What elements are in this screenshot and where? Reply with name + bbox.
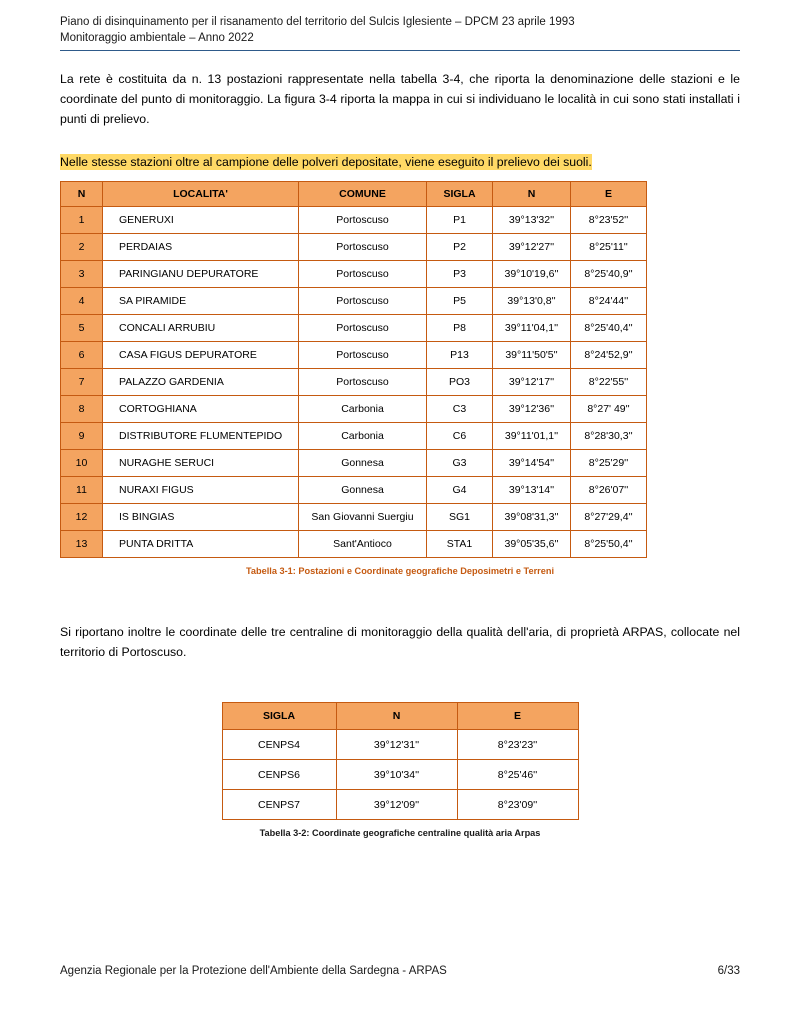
table-row — [61, 261, 647, 288]
cell-localita: PUNTA DRITTA — [103, 531, 299, 558]
cell-lon: 8°27' 49'' — [571, 396, 647, 423]
table-row — [61, 531, 647, 558]
cell-n: 1 — [61, 207, 103, 234]
cell-comune: Carbonia — [299, 396, 427, 423]
cell-sigla: P13 — [427, 342, 493, 369]
cell-sigla: P2 — [427, 234, 493, 261]
header-line-2: Monitoraggio ambientale – Anno 2022 — [60, 32, 254, 44]
air-quality-table-container — [60, 702, 740, 838]
table-row — [61, 477, 647, 504]
cell-n: 8 — [61, 396, 103, 423]
cell-sigla: CENPS7 — [222, 790, 336, 820]
cell-lon: 8°22'55'' — [571, 369, 647, 396]
cell-lon: 8°28'30,3'' — [571, 423, 647, 450]
cell-sigla: STA1 — [427, 531, 493, 558]
footer-page-number: 6/33 — [717, 965, 740, 977]
table-row — [222, 760, 578, 790]
highlighted-note — [60, 153, 740, 171]
col-header-sigla: SIGLA — [222, 703, 336, 730]
cell-n: 7 — [61, 369, 103, 396]
cell-n: 4 — [61, 288, 103, 315]
cell-comune: Portoscuso — [299, 234, 427, 261]
cell-lon: 8°23'52'' — [571, 207, 647, 234]
cell-localita: DISTRIBUTORE FLUMENTEPIDO — [103, 423, 299, 450]
table-row — [61, 369, 647, 396]
table-row — [61, 450, 647, 477]
cell-localita: NURAGHE SERUCI — [103, 450, 299, 477]
air-quality-table — [222, 702, 579, 820]
cell-n: 6 — [61, 342, 103, 369]
table-row — [222, 730, 578, 760]
cell-lat: 39°13'0,8'' — [493, 288, 571, 315]
cell-lon: 8°25'46'' — [457, 760, 578, 790]
header-divider — [60, 50, 740, 51]
cell-n: 5 — [61, 315, 103, 342]
page-header — [60, 0, 740, 46]
cell-lon: 8°25'11'' — [571, 234, 647, 261]
col-header-lon: E — [571, 182, 647, 207]
col-header-localita: LOCALITA' — [103, 182, 299, 207]
cell-n: 12 — [61, 504, 103, 531]
intro-paragraph: La rete è costituita da n. 13 postazioni rappresentate nella tabella 3-4, che riporta la denominazione delle stazioni e le coordinate del punto di monitoraggio. La figura 3-4 riporta la mappa in cui si individuano le località in cui sono stati installati i punti di prelievo. — [60, 72, 740, 126]
cell-sigla: SG1 — [427, 504, 493, 531]
cell-localita: CORTOGHIANA — [103, 396, 299, 423]
cell-lat: 39°11'01,1'' — [493, 423, 571, 450]
stations-table-header-row — [61, 182, 647, 207]
cell-sigla: CENPS6 — [222, 760, 336, 790]
cell-sigla: PO3 — [427, 369, 493, 396]
cell-comune: Portoscuso — [299, 207, 427, 234]
cell-sigla: P1 — [427, 207, 493, 234]
col-header-sigla: SIGLA — [427, 182, 493, 207]
stations-table — [60, 181, 647, 558]
cell-lat: 39°11'04,1'' — [493, 315, 571, 342]
air-quality-header-row — [222, 703, 578, 730]
cell-localita: CONCALI ARRUBIU — [103, 315, 299, 342]
cell-lon: 8°24'52,9'' — [571, 342, 647, 369]
stations-table-caption: Tabella 3-1: Postazioni e Coordinate geografiche Deposimetri e Terreni — [245, 566, 555, 576]
cell-localita: PARINGIANU DEPURATORE — [103, 261, 299, 288]
cell-comune: Portoscuso — [299, 315, 427, 342]
cell-comune: Portoscuso — [299, 288, 427, 315]
cell-comune: Sant'Antioco — [299, 531, 427, 558]
cell-lat: 39°12'09'' — [336, 790, 457, 820]
cell-lon: 8°27'29,4'' — [571, 504, 647, 531]
cell-lon: 8°25'40,9'' — [571, 261, 647, 288]
table-row — [61, 315, 647, 342]
cell-n: 3 — [61, 261, 103, 288]
cell-localita: IS BINGIAS — [103, 504, 299, 531]
air-quality-table-caption: Tabella 3-2: Coordinate geografiche centraline qualità aria Arpas — [259, 828, 541, 838]
col-header-n: N — [61, 182, 103, 207]
col-header-lat: N — [336, 703, 457, 730]
cell-localita: NURAXI FIGUS — [103, 477, 299, 504]
cell-lat: 39°12'31'' — [336, 730, 457, 760]
cell-localita: PALAZZO GARDENIA — [103, 369, 299, 396]
cell-n: 13 — [61, 531, 103, 558]
col-header-lat: N — [493, 182, 571, 207]
cell-sigla: CENPS4 — [222, 730, 336, 760]
cell-comune: Gonnesa — [299, 450, 427, 477]
cell-lat: 39°12'27'' — [493, 234, 571, 261]
cell-lon: 8°23'23'' — [457, 730, 578, 760]
table-row — [61, 504, 647, 531]
cell-sigla: C6 — [427, 423, 493, 450]
cell-lat: 39°05'35,6'' — [493, 531, 571, 558]
cell-comune: Portoscuso — [299, 342, 427, 369]
table-row — [222, 790, 578, 820]
cell-sigla: C3 — [427, 396, 493, 423]
footer-organization: Agenzia Regionale per la Protezione dell'Ambiente della Sardegna - ARPAS — [60, 965, 447, 977]
cell-lat: 39°11'50'5'' — [493, 342, 571, 369]
stations-table-container — [60, 181, 740, 576]
table-row — [61, 207, 647, 234]
cell-comune: Carbonia — [299, 423, 427, 450]
page-footer — [60, 965, 740, 977]
cell-n: 11 — [61, 477, 103, 504]
cell-comune: San Giovanni Suergiu — [299, 504, 427, 531]
cell-n: 2 — [61, 234, 103, 261]
cell-n: 10 — [61, 450, 103, 477]
cell-lon: 8°25'29'' — [571, 450, 647, 477]
cell-comune: Portoscuso — [299, 369, 427, 396]
col-header-lon: E — [457, 703, 578, 730]
cell-lat: 39°12'36'' — [493, 396, 571, 423]
cell-n: 9 — [61, 423, 103, 450]
header-line-1: Piano di disinquinamento per il risanamento del territorio del Sulcis Iglesiente – DPCM 23 aprile 1993 — [60, 16, 575, 28]
cell-sigla: P8 — [427, 315, 493, 342]
table-row — [61, 234, 647, 261]
cell-lat: 39°10'34'' — [336, 760, 457, 790]
cell-localita: GENERUXI — [103, 207, 299, 234]
cell-lat: 39°13'32'' — [493, 207, 571, 234]
table-row — [61, 342, 647, 369]
cell-localita: CASA FIGUS DEPURATORE — [103, 342, 299, 369]
cell-comune: Gonnesa — [299, 477, 427, 504]
cell-sigla: P3 — [427, 261, 493, 288]
cell-lon: 8°23'09'' — [457, 790, 578, 820]
table-row — [61, 288, 647, 315]
cell-lon: 8°25'50,4'' — [571, 531, 647, 558]
cell-lon: 8°24'44'' — [571, 288, 647, 315]
second-paragraph: Si riportano inoltre le coordinate delle tre centraline di monitoraggio della qualità dell'aria, di proprietà ARPAS, collocate nel territorio di Portoscuso. — [60, 625, 740, 659]
cell-lat: 39°13'14'' — [493, 477, 571, 504]
cell-localita: SA PIRAMIDE — [103, 288, 299, 315]
cell-sigla: G4 — [427, 477, 493, 504]
cell-lon: 8°25'40,4'' — [571, 315, 647, 342]
cell-lat: 39°08'31,3'' — [493, 504, 571, 531]
cell-lat: 39°12'17'' — [493, 369, 571, 396]
cell-comune: Portoscuso — [299, 261, 427, 288]
highlighted-note-text: Nelle stesse stazioni oltre al campione delle polveri depositate, viene eseguito il prelievo dei suoli. — [60, 155, 592, 169]
cell-lat: 39°14'54'' — [493, 450, 571, 477]
cell-sigla: P5 — [427, 288, 493, 315]
cell-localita: PERDAIAS — [103, 234, 299, 261]
table-row — [61, 396, 647, 423]
cell-lat: 39°10'19,6'' — [493, 261, 571, 288]
cell-sigla: G3 — [427, 450, 493, 477]
cell-lon: 8°26'07'' — [571, 477, 647, 504]
table-row — [61, 423, 647, 450]
col-header-comune: COMUNE — [299, 182, 427, 207]
